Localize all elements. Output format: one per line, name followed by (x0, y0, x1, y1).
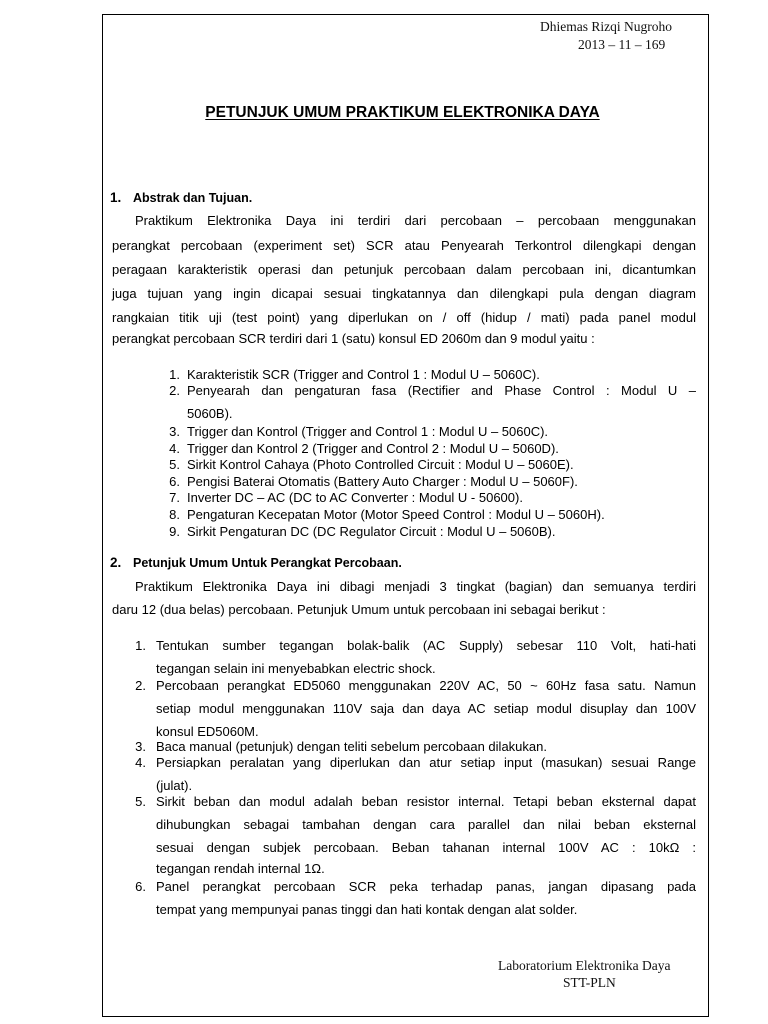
page-title: PETUNJUK UMUM PRAKTIKUM ELEKTRONIKA DAYA (205, 104, 600, 121)
section-1-item-number: 7. (169, 490, 180, 505)
section-1-item-text: Sirkit Kontrol Cahaya (Photo Controlled Circuit : Modul U – 5060E). (187, 457, 574, 472)
section-2-item-number: 6. (135, 879, 146, 894)
section-2-item-text: dihubungkan sebagai tambahan dengan cara parallel dan nilai beban eksternal (156, 817, 696, 832)
section-1-item-number: 6. (169, 474, 180, 489)
section-1-paragraph-line: juga tujuan yang ingin dicapai sesuai tingkatannya dan dilengkapi pula dengan diagram (112, 286, 696, 301)
section-2-item-text: konsul ED5060M. (156, 724, 259, 739)
section-1-item-text: 5060B). (187, 406, 233, 421)
section-1-item-number: 1. (169, 367, 180, 382)
section-2-item-number: 5. (135, 794, 146, 809)
section-2-item-text: Sirkit beban dan modul adalah beban resistor internal. Tetapi beban eksternal dapat (156, 794, 696, 809)
section-2-item-text: tegangan rendah internal 1Ω. (156, 861, 325, 876)
footer-institution: STT-PLN (563, 975, 616, 990)
section-1-item-number: 5. (169, 457, 180, 472)
student-id: 2013 – 11 – 169 (578, 37, 666, 52)
section-1-item-number: 8. (169, 507, 180, 522)
section-2-item-text: Persiapkan peralatan yang diperlukan dan atur setiap input (masukan) sesuai Range (156, 755, 696, 770)
section-2-heading: Petunjuk Umum Untuk Perangkat Percobaan. (133, 556, 402, 570)
section-1-item-text: Karakteristik SCR (Trigger and Control 1 : Modul U – 5060C). (187, 367, 540, 382)
section-2-paragraph-line: daru 12 (dua belas) percobaan. Petunjuk Umum untuk percobaan ini sebagai berikut : (112, 602, 606, 617)
section-2-item-text: sesuai dengan subjek percobaan. Beban tahanan internal 100V AC : 10kΩ : (156, 840, 696, 855)
section-2-item-text: tegangan selain ini menyebabkan electric shock. (156, 661, 436, 676)
section-1-paragraph-line: peragaan karakteristik operasi dan petunjuk percobaan dalam percobaan ini, dicantumkan (112, 262, 696, 277)
section-1-item-text: Pengaturan Kecepatan Motor (Motor Speed Control : Modul U – 5060H). (187, 507, 605, 522)
section-1-paragraph-line: perangkat percobaan (experiment set) SCR atau Penyearah Terkontrol dilengkapi dengan (112, 238, 696, 253)
author-name: Dhiemas Rizqi Nugroho (540, 19, 672, 34)
section-2-item-number: 2. (135, 678, 146, 693)
section-2-item-text: tempat yang mempunyai panas tinggi dan hati kontak dengan alat solder. (156, 902, 578, 917)
section-1-heading: Abstrak dan Tujuan. (133, 191, 253, 205)
footer-lab-name: Laboratorium Elektronika Daya (498, 958, 671, 973)
section-2-item-text: Panel perangkat percobaan SCR peka terhadap panas, jangan dipasang pada (156, 879, 696, 894)
section-1-item-number: 9. (169, 524, 180, 539)
section-1-item-text: Sirkit Pengaturan DC (DC Regulator Circuit : Modul U – 5060B). (187, 524, 556, 539)
section-1-item-text: Penyearah dan pengaturan fasa (Rectifier and Phase Control : Modul U – (187, 383, 696, 398)
section-1-item-number: 3. (169, 424, 180, 439)
section-1-item-text: Inverter DC – AC (DC to AC Converter : Modul U - 50600). (187, 490, 523, 505)
section-1-paragraph-line: rangkaian titik uji (test point) yang diperlukan on / off (hidup / mati) pada panel modul (112, 310, 696, 325)
section-1-item-number: 2. (169, 383, 180, 398)
section-1-paragraph-line: Praktikum Elektronika Daya ini terdiri dari percobaan – percobaan menggunakan (135, 213, 696, 228)
section-2-item-text: Percobaan perangkat ED5060 menggunakan 220V AC, 50 ~ 60Hz fasa satu. Namun (156, 678, 696, 693)
section-1-item-number: 4. (169, 441, 180, 456)
section-2-item-number: 1. (135, 638, 146, 653)
section-2-item-number: 4. (135, 755, 146, 770)
section-2-paragraph-line: Praktikum Elektronika Daya ini dibagi menjadi 3 tingkat (bagian) dan semuanya terdiri (135, 579, 696, 594)
section-2-item-number: 3. (135, 739, 146, 754)
section-1-paragraph-line: perangkat percobaan SCR terdiri dari 1 (satu) konsul ED 2060m dan 9 modul yaitu : (112, 331, 595, 346)
section-2-item-text: Baca manual (petunjuk) dengan teliti sebelum percobaan dilakukan. (156, 739, 547, 754)
section-2-number: 2. (110, 555, 122, 570)
section-1-number: 1. (110, 190, 122, 205)
section-1-item-text: Pengisi Baterai Otomatis (Battery Auto Charger : Modul U – 5060F). (187, 474, 578, 489)
section-2-item-text: setiap modul menggunakan 110V saja dan daya AC setiap modul disuplay dan 100V (156, 701, 696, 716)
section-1-item-text: Trigger dan Kontrol (Trigger and Control 1 : Modul U – 5060C). (187, 424, 549, 439)
section-1-item-text: Trigger dan Kontrol 2 (Trigger and Control 2 : Modul U – 5060D). (187, 441, 559, 456)
section-2-item-text: (julat). (156, 778, 193, 793)
section-2-item-text: Tentukan sumber tegangan bolak-balik (AC Supply) sebesar 110 Volt, hati-hati (156, 638, 696, 653)
